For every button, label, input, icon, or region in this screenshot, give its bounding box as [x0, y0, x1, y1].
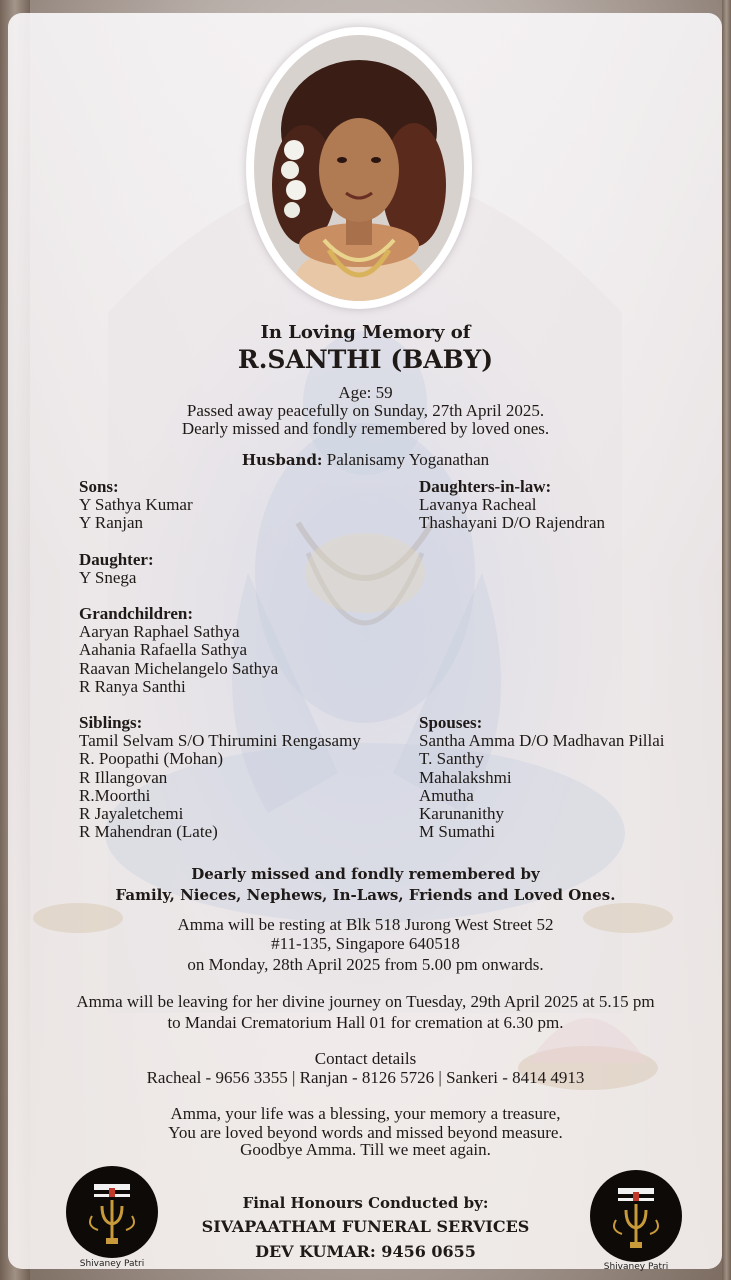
logo-caption-right: Shivaney Patri: [603, 1262, 669, 1272]
group-label: Daughter:: [79, 549, 154, 569]
family-member: Y Ranjan: [79, 513, 144, 533]
shiva-logo-left: [66, 1166, 158, 1258]
group-label: Sons:: [79, 477, 119, 496]
family-member: Tamil Selvam S/O Thirumini Rengasamy: [79, 731, 361, 751]
age: Age: 59: [338, 383, 393, 402]
deceased-name: R.SANTHI (BABY): [237, 345, 494, 374]
family-group-spouses: [419, 714, 665, 841]
family-group-daughters-in-law: [419, 478, 605, 533]
family-member: Lavanya Racheal: [419, 495, 537, 515]
remembered-line: Dearly missed and fondly remembered by loved ones.: [181, 419, 550, 438]
group-label: Siblings:: [79, 713, 143, 733]
family-group-grandchildren: [79, 605, 361, 696]
family-member: Thashayani D/O Rajendran: [419, 513, 605, 533]
family-group-daughter: [79, 551, 361, 587]
husband-line: [0, 451, 731, 469]
family-left-column: [79, 478, 361, 841]
family-group-siblings: [79, 714, 361, 841]
family-member: R. Poopathi (Mohan): [79, 749, 224, 769]
group-label: Grandchildren:: [79, 604, 193, 624]
family-right-column: [419, 478, 605, 533]
cortege-line-1: Amma will be leaving for her divine journey on Tuesday, 29th April 2025 at 5.15 pm: [76, 992, 655, 1011]
funeral-service-name: SIVAPAATHAM FUNERAL SERVICES: [201, 1217, 530, 1236]
group-label: Spouses:: [419, 713, 483, 732]
family-member: Aaryan Raphael Sathya: [79, 622, 240, 642]
logo-caption-left: Shivaney Patri: [79, 1259, 145, 1269]
family-member: Amutha: [419, 785, 474, 805]
cortege-line-2: to Mandai Crematorium Hall 01 for cremation at 6.30 pm.: [167, 1013, 564, 1032]
family-member: M Sumathi: [419, 822, 496, 842]
husband-name: Palanisamy Yoganathan: [326, 450, 490, 469]
trishul-icon: [590, 1170, 682, 1262]
family-member: Y Sathya Kumar: [79, 495, 193, 515]
family-member: Aahania Rafaella Sathya: [79, 640, 248, 660]
passed-away-line: Passed away peacefully on Sunday, 27th April 2025.: [186, 401, 545, 420]
portrait-frame: [246, 27, 472, 309]
family-group-sons: [79, 478, 361, 533]
family-member: Mahalakshmi: [419, 767, 512, 787]
family-member: Karunanithy: [419, 804, 504, 824]
contact-numbers: Racheal - 9656 3355 | Ranjan - 8126 5726 | Sankeri - 8414 4913: [146, 1068, 585, 1087]
service-phone: DEV KUMAR: 9456 0655: [255, 1242, 476, 1261]
poem-line-1: Amma, your life was a blessing, your memory a treasure,: [170, 1104, 561, 1123]
family-member: R.Moorthi: [79, 785, 151, 805]
family-right-column-lower: [419, 714, 665, 841]
closing-line-1: Dearly missed and fondly remembered by: [191, 865, 540, 883]
contact-title: Contact details: [314, 1049, 417, 1068]
family-member: T. Santhy: [419, 749, 484, 769]
wake-line-3: on Monday, 28th April 2025 from 5.00 pm onwards.: [187, 955, 544, 974]
family-member: R Mahendran (Late): [79, 822, 218, 842]
in-memory-heading: In Loving Memory of: [260, 322, 471, 343]
family-member: Santha Amma D/O Madhavan Pillai: [419, 731, 665, 751]
footer-line-1: Final Honours Conducted by:: [242, 1194, 489, 1212]
wake-line-1: Amma will be resting at Blk 518 Jurong West Street 52: [177, 915, 554, 934]
family-member: Raavan Michelangelo Sathya: [79, 658, 279, 678]
husband-label: Husband:: [241, 451, 323, 469]
poem-line-2: You are loved beyond words and missed beyond measure.: [168, 1123, 563, 1142]
background-pillar-right: [722, 0, 731, 1280]
closing-line-2: Family, Nieces, Nephews, In-Laws, Friends and Loved Ones.: [115, 886, 616, 904]
portrait-photo: [254, 35, 464, 301]
group-label: Daughters-in-law:: [419, 477, 552, 496]
family-member: R Ranya Santhi: [79, 676, 186, 696]
family-member: Y Snega: [79, 567, 137, 587]
poem-line-3: Goodbye Amma. Till we meet again.: [240, 1140, 491, 1159]
shiva-logo-right: [590, 1170, 682, 1262]
trishul-icon: [66, 1166, 158, 1258]
family-member: R Illangovan: [79, 767, 168, 787]
wake-line-2: #11-135, Singapore 640518: [271, 934, 460, 953]
family-member: R Jayaletchemi: [79, 804, 184, 824]
